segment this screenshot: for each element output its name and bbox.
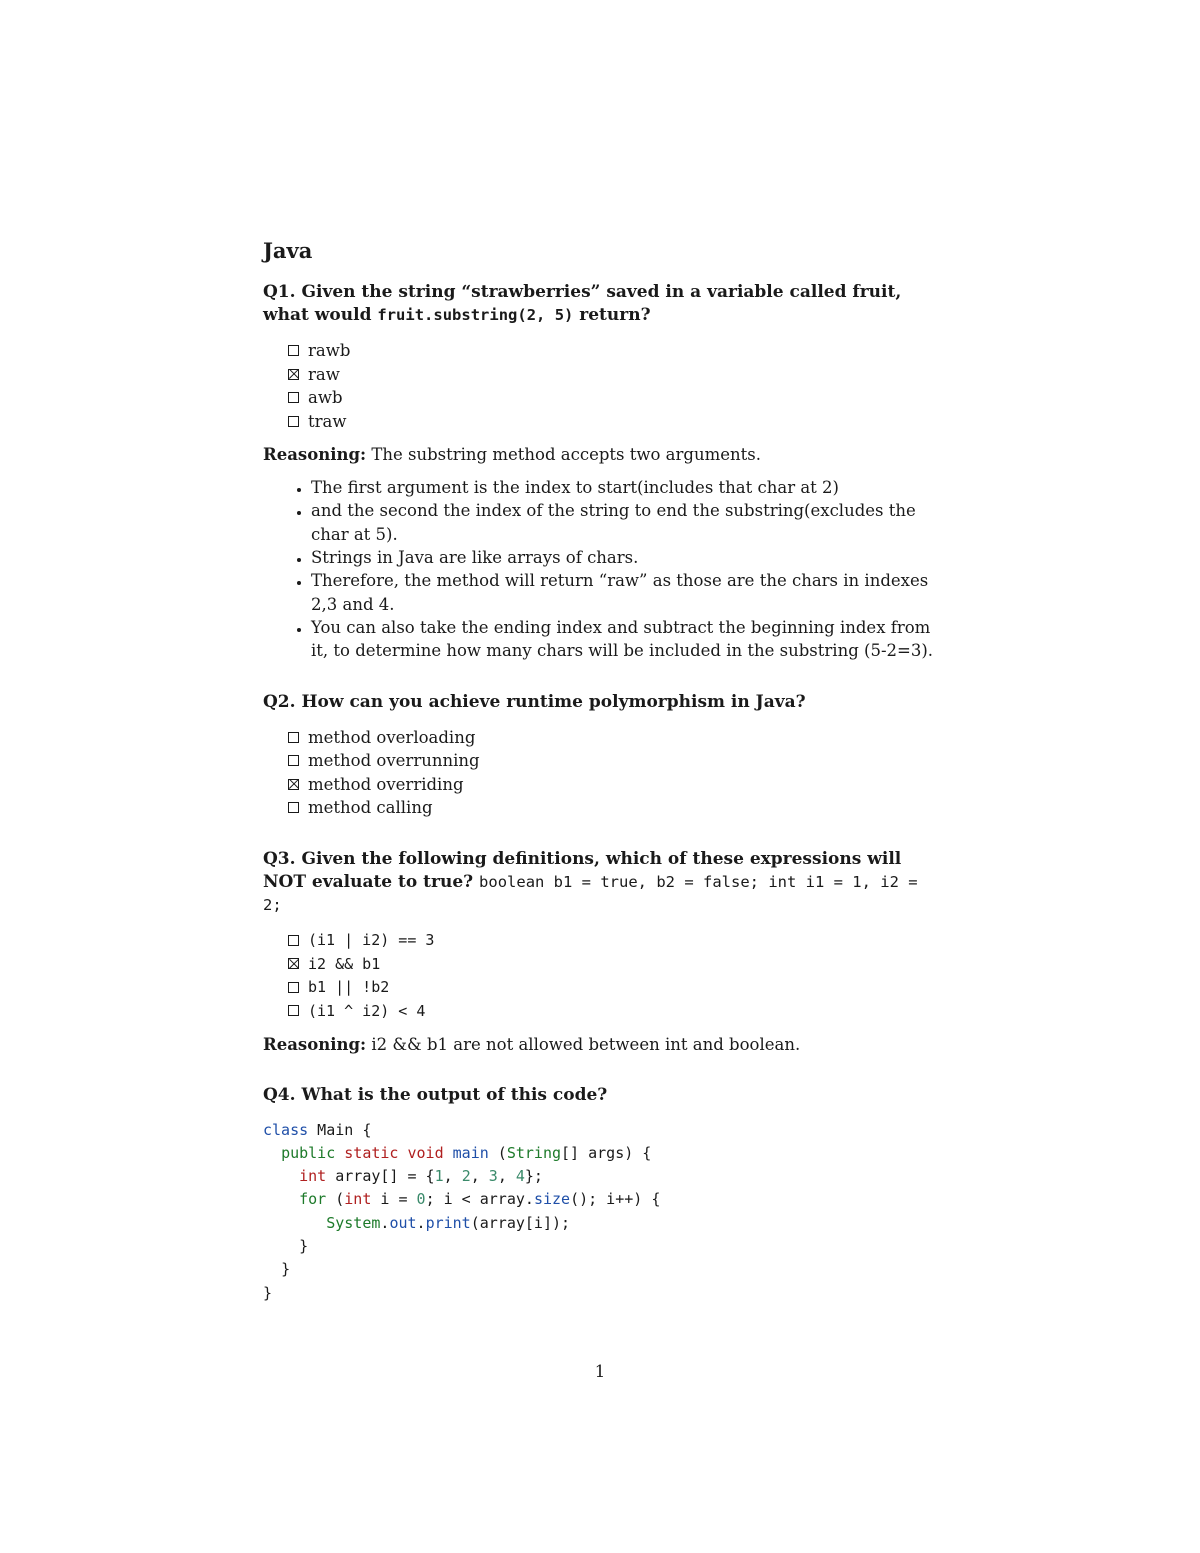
checkbox-icon[interactable] (288, 935, 299, 946)
q1-option[interactable]: raw (288, 363, 938, 387)
checkbox-icon[interactable] (288, 802, 299, 813)
reasoning-text: The substring method accepts two arguments. (371, 445, 761, 465)
q3-reasoning (263, 1033, 938, 1056)
code-block: class Main { public static void main (String[] args) { int array[] = {1, 2, 3, 4}; for (int i = 0; i < array.size(); i++) { System.out.print(array[i]); } } } (263, 1120, 661, 1302)
q3-option[interactable]: (i1 ^ i2) < 4 (288, 999, 938, 1023)
checkbox-icon[interactable] (288, 1005, 299, 1016)
checkbox-icon[interactable] (288, 732, 299, 743)
q2-options (288, 726, 938, 820)
checkbox-icon[interactable] (288, 345, 299, 356)
checkbox-icon[interactable] (288, 392, 299, 403)
q2-question (263, 691, 938, 714)
q2-option[interactable]: method overriding (288, 773, 938, 797)
q1-text-a: Given the string “strawberries” saved in a variable called fruit, what would (263, 282, 902, 326)
q3-options (288, 929, 938, 1023)
checked-checkbox-icon[interactable] (288, 958, 299, 969)
q3-option[interactable]: b1 || !b2 (288, 976, 938, 1000)
page-number: 1 (594, 1362, 606, 1381)
list-item: • and the second the index of the string to end the substring(excludes the char at 5). (311, 499, 938, 546)
list-item: • The first argument is the index to start(includes that char at 2) (311, 476, 938, 499)
q4-question (263, 1084, 938, 1107)
reasoning-text: i2 && b1 are not allowed between int and boolean. (371, 1034, 801, 1054)
reasoning-label: Reasoning: (263, 1034, 367, 1054)
reasoning-label: Reasoning: (263, 445, 367, 465)
checkbox-icon[interactable] (288, 416, 299, 427)
q1-option[interactable]: rawb (288, 339, 938, 363)
list-item: • Strings in Java are like arrays of chars. (311, 546, 938, 569)
q4-label: Q4. (263, 1084, 296, 1105)
list-item: • You can also take the ending index and subtract the beginning index from it, to determine how many chars will be included in the substring (5-2=3). (311, 616, 938, 663)
q3-text: Given the following definitions, which of these expressions will NOT evaluate to true? (263, 848, 902, 892)
checked-checkbox-icon[interactable] (288, 369, 299, 380)
q4-text: What is the output of this code? (301, 1084, 608, 1105)
q2-option[interactable]: method overrunning (288, 749, 938, 773)
q3-option[interactable]: i2 && b1 (288, 952, 938, 976)
q1-option[interactable]: traw (288, 410, 938, 434)
q2-text: How can you achieve runtime polymorphism in Java? (301, 691, 806, 712)
q3-option[interactable]: (i1 | i2) == 3 (288, 929, 938, 953)
q3-question (263, 848, 938, 917)
q3-code: boolean b1 = true, b2 = false; int i1 = 1, i2 = 2; (263, 872, 918, 914)
q2-option[interactable]: method calling (288, 796, 938, 820)
q1-options (288, 339, 938, 433)
q3-label: Q3. (263, 848, 296, 869)
q1-bullets (263, 476, 938, 662)
q1-code: fruit.substring(2, 5) (377, 306, 574, 325)
checkbox-icon[interactable] (288, 982, 299, 993)
q1-question (263, 281, 938, 327)
document-page (263, 238, 938, 1305)
section-title: Java (263, 238, 313, 263)
q1-option[interactable]: awb (288, 386, 938, 410)
q1-label: Q1. (263, 282, 296, 303)
q2-option[interactable]: method overloading (288, 726, 938, 750)
list-item: • Therefore, the method will return “raw” as those are the chars in indexes 2,3 and 4. (311, 569, 938, 616)
q1-text-b: return? (579, 305, 651, 326)
q2-label: Q2. (263, 691, 296, 712)
q1-reasoning (263, 443, 938, 466)
checkbox-icon[interactable] (288, 755, 299, 766)
checked-checkbox-icon[interactable] (288, 779, 299, 790)
